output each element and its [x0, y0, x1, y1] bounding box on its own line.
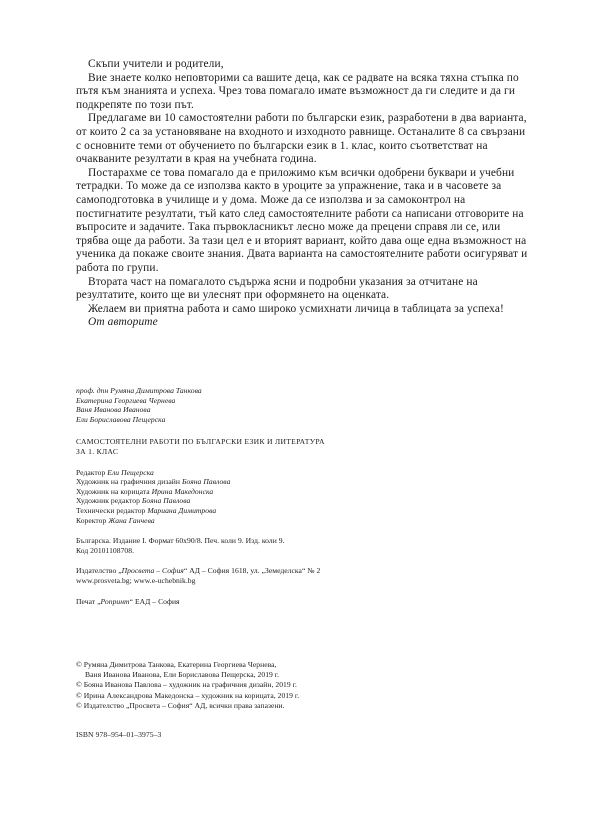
preface-paragraph: Скъпи учители и родители, — [88, 58, 224, 70]
printer-line — [76, 597, 528, 607]
publisher-details — [76, 566, 528, 585]
publisher-address — [76, 566, 528, 576]
staff-role: Художник на графичния дизайн — [76, 477, 182, 487]
staff-role: Художник редактор — [76, 496, 142, 506]
printer-details — [76, 597, 528, 607]
edition-details — [76, 536, 528, 555]
preface-paragraph: Постарахме се това помагало да е приложимо към всички одобрени буквари и учебни тетрадки. То може да се използва както в уроците за упражнение, така и в часовете за самоподготовка в училище и у дома. Може да се използва и за самоконтрол на постигнатите резултати, тъй като след самостоятелните работи са написани отговорите на въпросите и задачите. Така първокласникът лесно може да прецени справя ли се, или трябва още да работи. За тази цел е и вторият вариант, който дава още една възможност на ученика да покаже своите знания. Двата варианта на самостоятелните работи осигуряват и работа по групи. — [76, 166, 528, 274]
publisher-prefix: Издателство „ — [76, 566, 122, 576]
staff-role: Коректор — [76, 515, 109, 525]
editorial-staff-list — [76, 468, 528, 526]
preface-paragraph: Предлагаме ви 10 самостоятелни работи по български език, разработени в два варианта, от които 2 са за установяване на входното и изходното равнище. Останалите 8 са свързани с основните теми от обучението по български език в 1. клас, които съответстват на очакваните резултати в края на учебната година. — [76, 112, 527, 166]
copyright-line: © Издателство „Просвета – София“ АД, всички права запазени. — [76, 700, 285, 710]
staff-entry — [76, 477, 528, 487]
preface-paragraph: Втората част на помагалото съдържа ясни и подробни указания за отчитане на резултатите, които ще ви улеснят при оформянето на оценката. — [76, 275, 478, 302]
staff-role: Художник на корицата — [76, 486, 152, 496]
copyright-line: Ваня Иванова Иванова, Ели Бориславова Пещерска, 2019 г. — [85, 670, 280, 680]
spacer — [76, 457, 528, 468]
edition-line: Българска. Издание I. Формат 60x90/8. Печ. коли 9. Изд. коли 9. — [76, 536, 285, 546]
isbn-line: ISBN 978–954–01–3975–3 — [76, 730, 162, 739]
staff-entry — [76, 487, 528, 497]
copyright-block — [76, 660, 528, 711]
book-title-line: ЗА 1. КЛАС — [76, 446, 119, 456]
printer-suffix: “ ЕАД – София — [129, 596, 180, 606]
preface-paragraph: Вие знаете колко неповторими са вашите деца, как се радвате на всяка тяхна стъпка по пътя към знанията и успеха. Чрез това помагало имате възможност да ги следите и да ги подкрепяте по този път. — [76, 71, 519, 111]
author-name: проф. дпн Румяна Димитрова Танкова — [76, 386, 202, 395]
staff-name: Бояна Павлова — [141, 496, 191, 506]
publisher-name: Просвета – София — [121, 566, 184, 576]
preface-paragraph: Желаем ви приятна работа и само широко усмихнати личица в таблицата за успеха! — [88, 302, 504, 315]
code-line: Код 20101108708. — [76, 545, 135, 555]
staff-name: Бояна Павлова — [181, 477, 231, 487]
staff-role: Технически редактор — [76, 505, 148, 515]
publisher-websites[interactable]: www.prosveta.bg; www.e-uchebnik.bg — [76, 575, 196, 585]
printer-prefix: Печат „ — [76, 596, 101, 606]
copyright-line: © Бояна Иванова Павлова – художник на графичния дизайн, 2019 г. — [76, 680, 297, 690]
spacer — [76, 424, 528, 437]
staff-entry — [76, 516, 528, 526]
author-name: Ваня Иванова Иванова — [76, 405, 151, 415]
staff-entry — [76, 496, 528, 506]
book-title — [76, 437, 528, 456]
staff-role: Редактор — [76, 467, 108, 477]
publisher-suffix: “ АД – София 1618, ул. „Земеделска“ № 2 — [183, 566, 321, 576]
staff-name: Ели Пещерска — [107, 467, 154, 477]
author-name: Ели Бориславова Пещерска — [76, 414, 166, 424]
spacer — [76, 525, 528, 536]
staff-name: Жана Ганчева — [108, 515, 155, 525]
staff-name: Ирина Македонска — [151, 486, 214, 496]
copyright-line: © Румяна Димитрова Танкова, Екатерина Георгиева Чернева, — [76, 660, 277, 669]
spacer — [76, 586, 528, 597]
staff-entry — [76, 468, 528, 478]
colophon — [76, 386, 528, 606]
spacer — [76, 555, 528, 566]
preface-signature: От авторите — [88, 316, 158, 329]
book-title-line: САМОСТОЯТЕЛНИ РАБОТИ ПО БЪЛГАРСКИ ЕЗИК И ЛИТЕРАТУРА — [76, 437, 325, 447]
copyright-line: © Ирина Александрова Македонска – художник на корицата, 2019 г. — [76, 690, 300, 700]
printer-name: Ропринт — [100, 596, 130, 606]
staff-entry — [76, 506, 528, 516]
authors-list — [76, 386, 528, 424]
preface-letter — [76, 58, 528, 330]
staff-name: Мариана Димитрова — [147, 505, 217, 515]
author-name: Екатерина Георгиева Чернева — [76, 395, 176, 405]
